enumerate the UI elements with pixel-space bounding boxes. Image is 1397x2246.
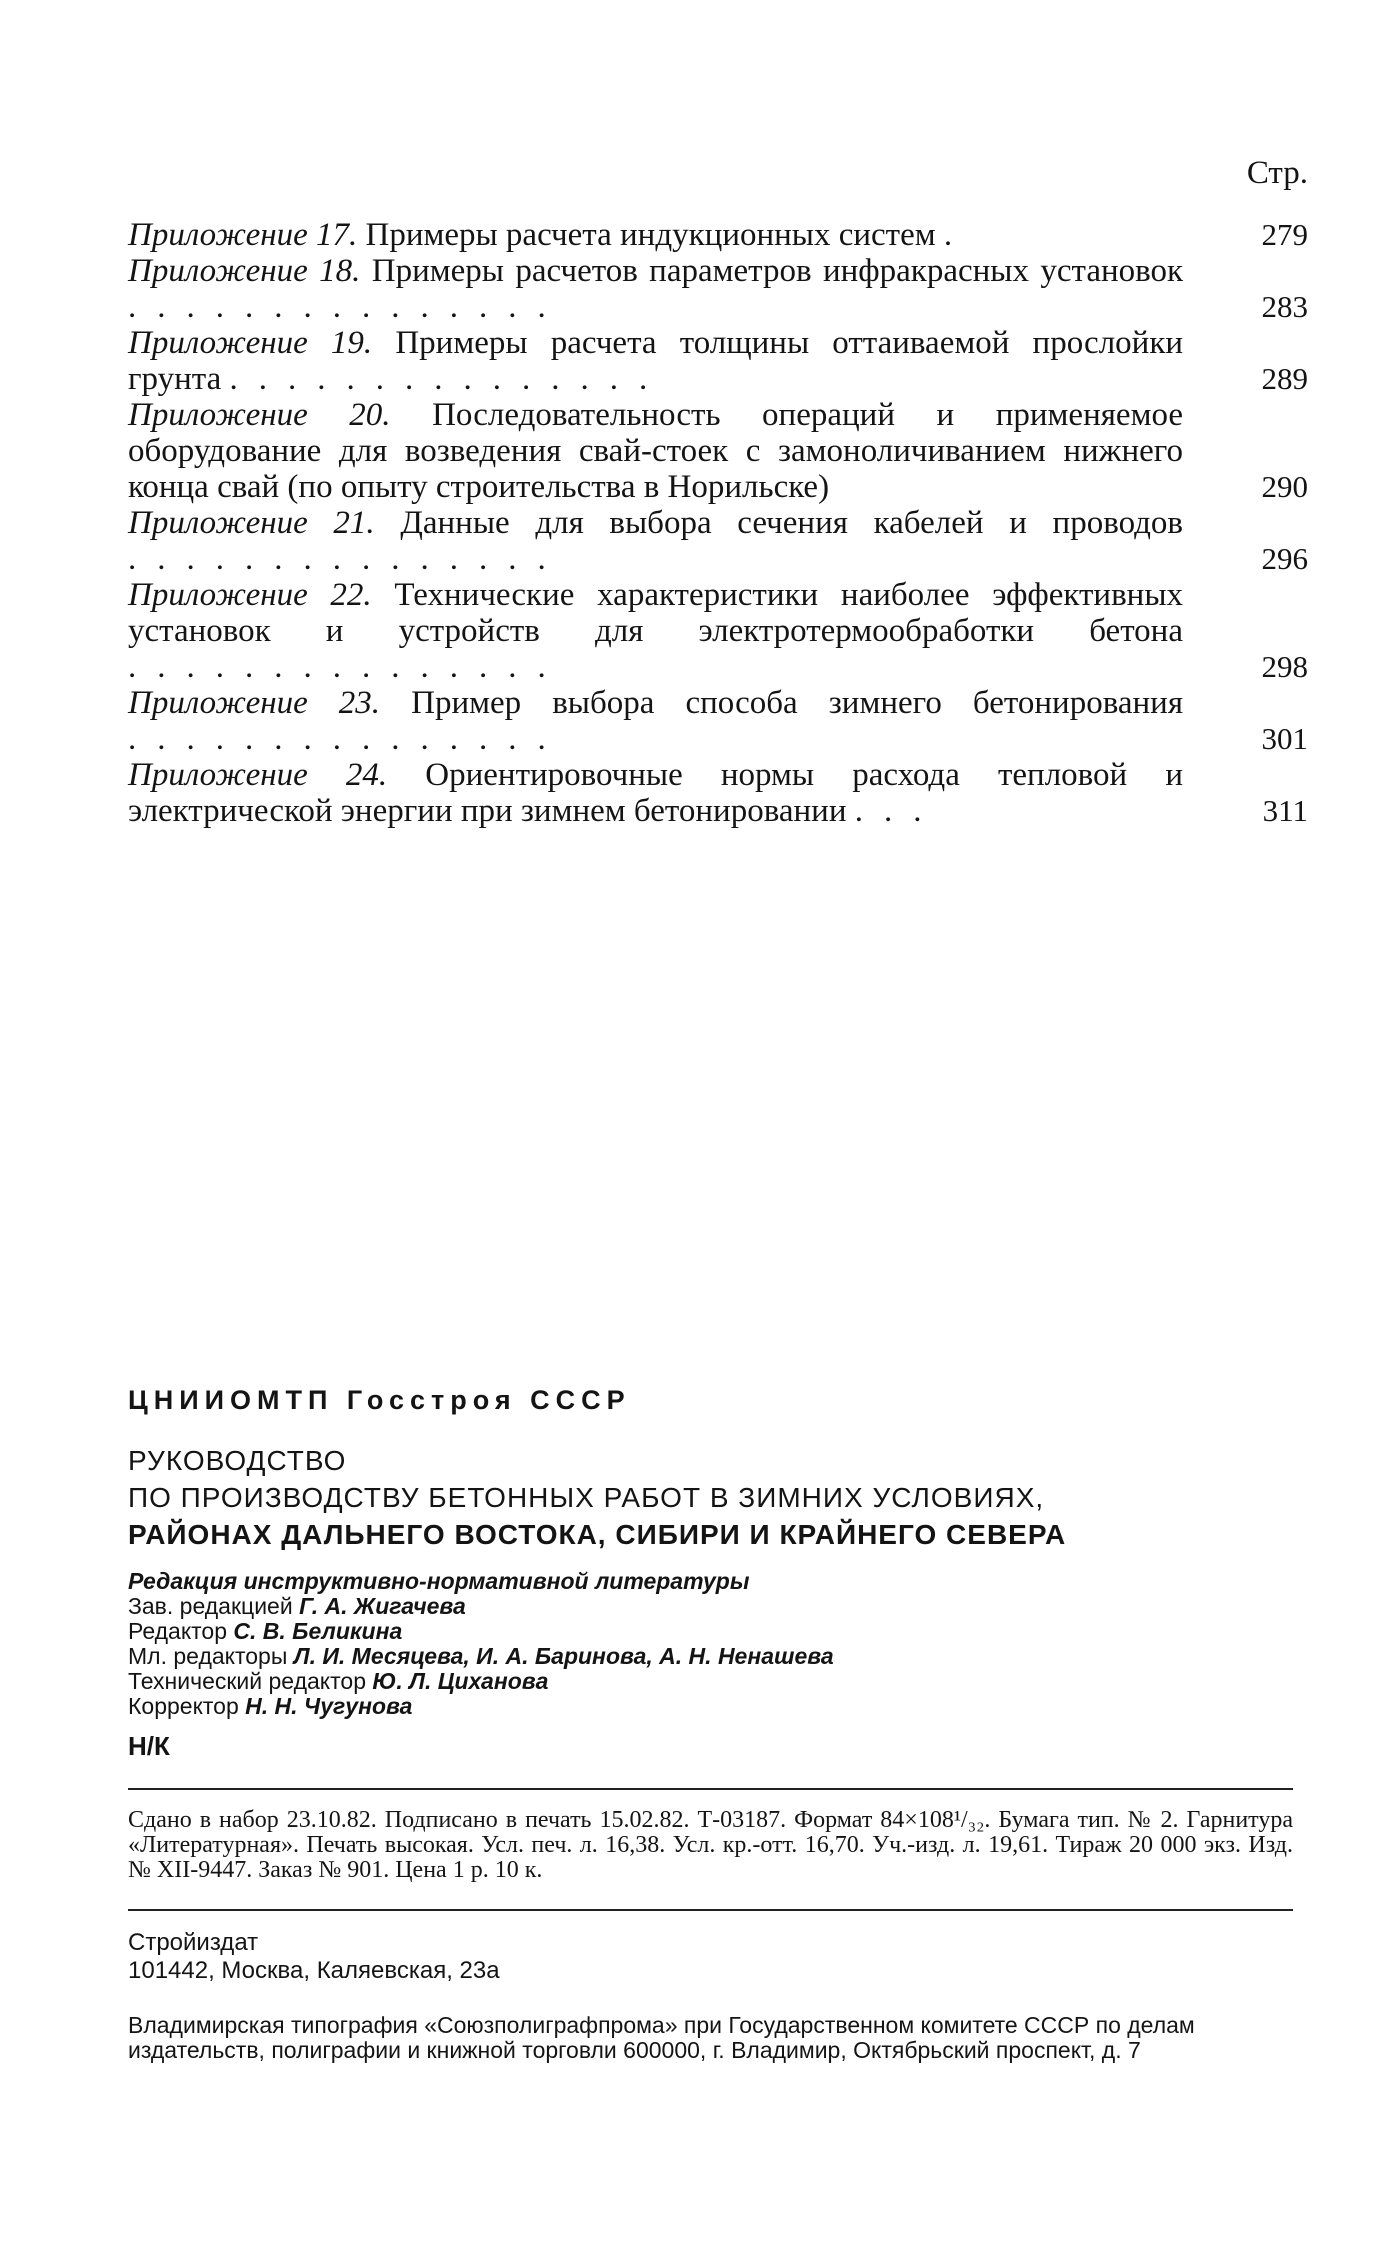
toc-entry-label: Приложение 17. [128, 217, 358, 253]
nk-mark: Н/К [128, 1731, 170, 1761]
credit-line [128, 1669, 1293, 1694]
toc-leader-dots: ............... [229, 361, 669, 397]
toc-entry-text [128, 253, 1183, 325]
toc-entry-title: Примеры расчета индукционных систем [365, 217, 936, 253]
toc-entry [128, 577, 1308, 685]
toc-entry-title: Пример выбора способа зимнего бетонирования [411, 685, 1184, 721]
imprint-block [128, 1385, 1293, 2063]
toc-leader-dots: ............... [128, 649, 567, 685]
toc-entry-text [128, 757, 1183, 829]
toc-page-number: 279 [1261, 217, 1308, 252]
toc-entry-text [128, 217, 1183, 253]
toc-page-number: 301 [1261, 721, 1308, 756]
publisher-address: 101442, Москва, Каляевская, 23а [128, 1957, 500, 1984]
toc-entry-text [128, 577, 1183, 685]
toc-page-number: 289 [1261, 361, 1308, 396]
toc-entry-title: Технические характеристики наиболее эффективных установок и устройств для электротермообработки бетона [128, 577, 1183, 649]
toc-page-number: 311 [1262, 793, 1308, 828]
credit-line [128, 1644, 1293, 1669]
organization-name: ЦНИИОМТП Госстроя СССР [128, 1385, 631, 1415]
publisher-name: Стройиздат [128, 1929, 259, 1956]
toc-entry [128, 505, 1308, 577]
credit-names: Н. Н. Чугунова [245, 1693, 413, 1719]
toc-entry-title: Данные для выбора сечения кабелей и проводов [400, 505, 1183, 541]
toc-entry [128, 757, 1308, 829]
toc-entry-title: Ориентировочные нормы расхода тепловой и электрической энергии при зимнем бетонировании [128, 757, 1183, 829]
divider [128, 1788, 1293, 1790]
toc-entry [128, 325, 1308, 397]
toc-entry [128, 397, 1308, 505]
credit-role: Технический редактор [128, 1668, 366, 1694]
printing-house: Владимирская типография «Союзполиграфпрома» при Государственном комитете СССР по делам издательств, полиграфии и книжной торговли 600000, г. Владимир, Октябрьский проспект, д. 7 [128, 2012, 1195, 2063]
toc-entry-title: Примеры расчета толщины оттаиваемой прослойки грунта [128, 325, 1184, 397]
credit-names: Ю. Л. Цихановa [372, 1668, 549, 1694]
toc-entry-label: Приложение 23. [128, 685, 381, 721]
credit-names: Л. И. Месяцева, И. А. Баринова, А. Н. Ненашева [293, 1643, 834, 1669]
book-title-line: ПО ПРОИЗВОДСТВУ БЕТОННЫХ РАБОТ В ЗИМНИХ УСЛОВИЯХ, [128, 1482, 1045, 1513]
credit-names: С. В. Беликина [233, 1618, 403, 1644]
toc-leader-dots: ............... [128, 289, 567, 325]
book-title [128, 1442, 1293, 1553]
toc-entry-label: Приложение 22. [128, 577, 372, 613]
toc-leader-dots: . [943, 217, 974, 253]
toc-entry [128, 253, 1308, 325]
editorial-credits [128, 1569, 1293, 1719]
toc-page-number: 283 [1261, 289, 1308, 324]
toc-page-number: 290 [1261, 469, 1308, 504]
toc-entry-label: Приложение 21. [128, 505, 375, 541]
credit-line [128, 1619, 1293, 1644]
toc-leader-dots: ............... [128, 721, 567, 757]
toc-entry-text [128, 685, 1183, 757]
toc-entry-label: Приложение 20. [128, 397, 391, 433]
toc-entry-text [128, 505, 1183, 577]
publisher [128, 1929, 1293, 1985]
toc-entry-text [128, 397, 1183, 505]
credit-names: Г. А. Жигачева [299, 1593, 466, 1619]
toc-entry-label: Приложение 19. [128, 325, 373, 361]
book-title-line: РАЙОНАХ ДАЛЬНЕГО ВОСТОКА, СИБИРИ И КРАЙНЕГО СЕВЕРА [128, 1519, 1067, 1550]
page-column-header: Стр. [1246, 155, 1308, 191]
book-title-line: РУКОВОДСТВО [128, 1445, 347, 1476]
toc-page-number: 298 [1261, 649, 1308, 684]
toc-leader-dots: ............... [128, 541, 567, 577]
credit-line [128, 1594, 1293, 1619]
edition-office: Редакция инструктивно-нормативной литературы [128, 1568, 750, 1594]
toc-list [128, 217, 1308, 829]
divider [128, 1909, 1293, 1911]
credit-role: Корректор [128, 1693, 239, 1719]
credit-role: Зав. редакцией [128, 1593, 293, 1619]
toc-leader-dots: ... [854, 793, 943, 829]
printing-info: Сдано в набор 23.10.82. Подписано в печать 15.02.82. Т-03187. Формат 84×108¹/₃₂. Бумага тип. № 2. Гарнитура «Литературная». Печать высокая. Усл. печ. л. 16,38. Усл. кр.-отт. 16,70. Уч.-изд. л. 19,61. Тираж 20 000 экз. Изд. № XII-9447. Заказ № 901. Цена 1 р. 10 к. [128, 1807, 1293, 1883]
toc-entry-title: Последовательность операций и применяемое оборудование для возведения свай-стоек с замоноличиванием нижнего конца свай (по опыту строительства в Норильске) [128, 397, 1184, 505]
toc-page-number: 296 [1261, 541, 1308, 576]
toc-entry-title: Примеры расчетов параметров инфракрасных установок [371, 253, 1184, 289]
toc-entry-text [128, 325, 1183, 397]
credit-line [128, 1694, 1293, 1719]
table-of-contents [128, 155, 1308, 829]
toc-entry-label: Приложение 24. [128, 757, 388, 793]
toc-entry-label: Приложение 18. [128, 253, 361, 289]
toc-entry [128, 217, 1308, 253]
toc-entry [128, 685, 1308, 757]
credit-role: Редактор [128, 1618, 228, 1644]
credit-role: Мл. редакторы [128, 1643, 288, 1669]
